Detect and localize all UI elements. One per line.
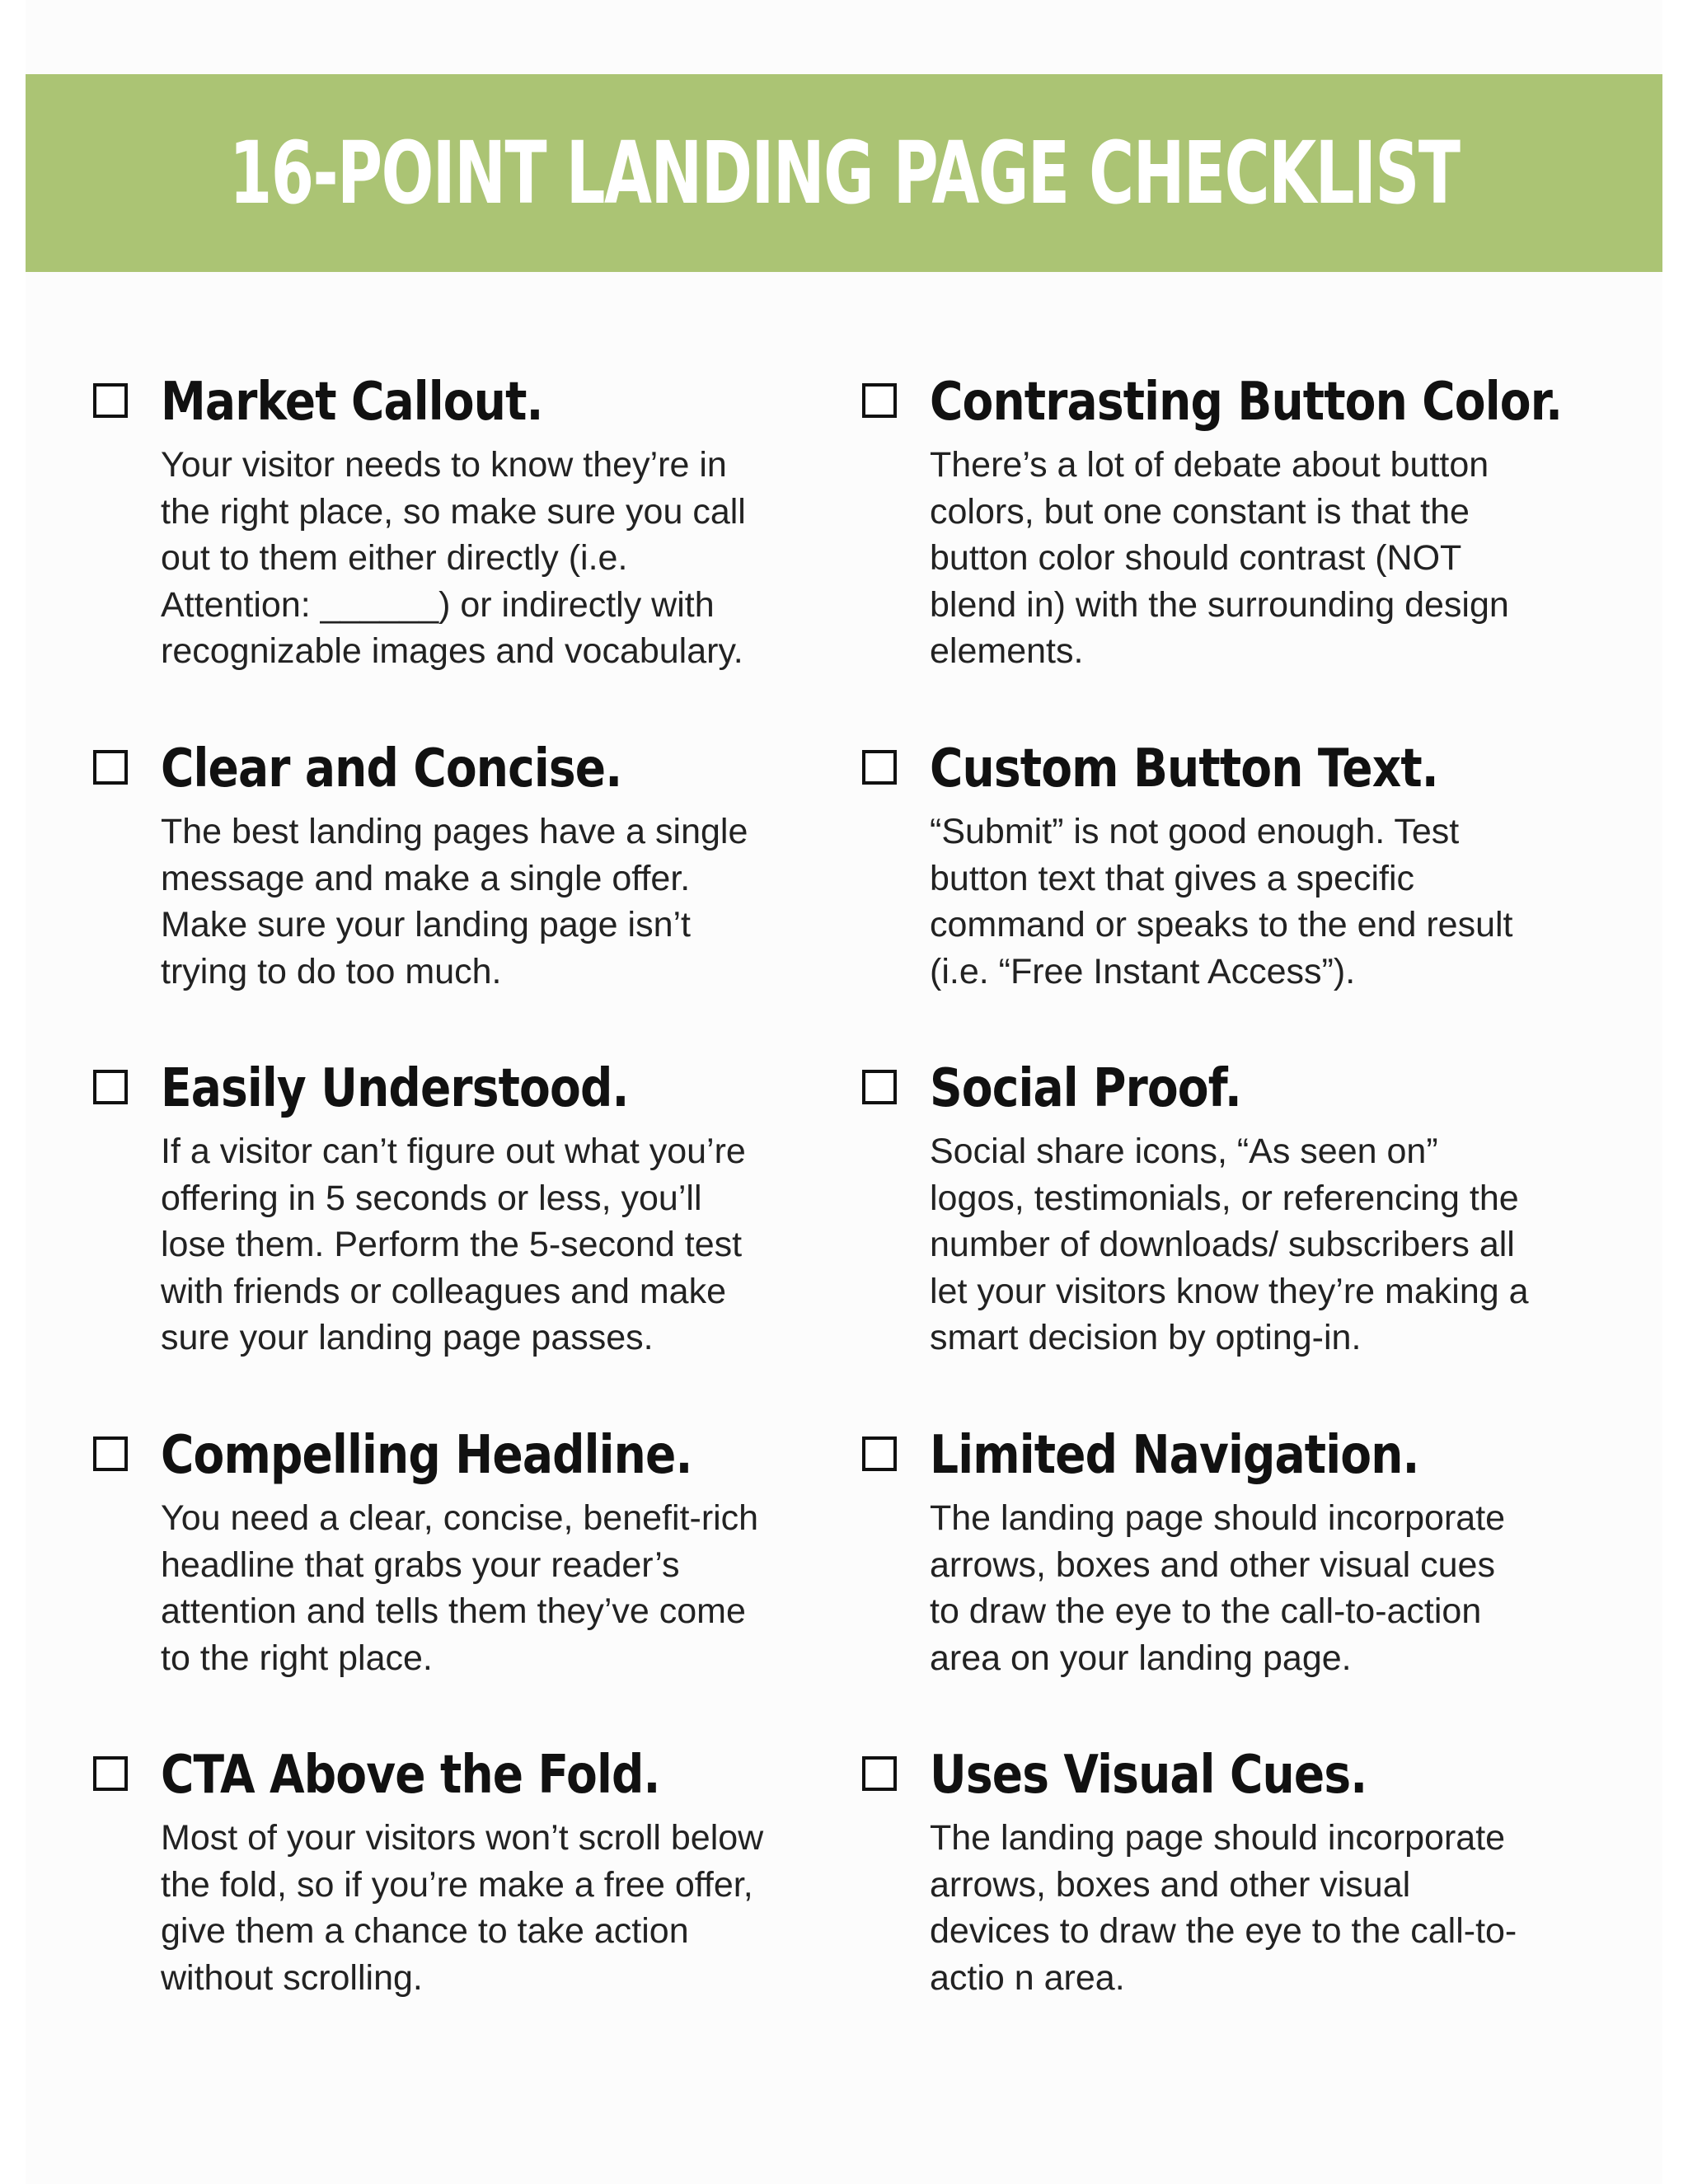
item-title: Custom Button Text.	[930, 738, 1438, 799]
checkbox[interactable]	[862, 1436, 897, 1471]
item-title: Limited Navigation.	[930, 1425, 1419, 1486]
checkbox[interactable]	[93, 1070, 128, 1104]
item-title: CTA Above the Fold.	[161, 1745, 660, 1806]
header-banner	[26, 74, 1662, 272]
item-description: The best landing pages have a single message and make a single offer. Make sure your landing page isn’t trying to do too much.	[161, 812, 748, 991]
item-title: Easily Understood.	[161, 1058, 629, 1119]
item-title: Clear and Concise.	[161, 738, 622, 799]
checkbox[interactable]	[862, 1756, 897, 1791]
checkbox[interactable]	[93, 1436, 128, 1471]
item-title: Market Callout.	[161, 372, 543, 433]
item-description: Social share icons, “As seen on” logos, testimonials, or referencing the number of downloads/ subscribers all let your visitors know they’re making a smart decision by opting-in.	[930, 1132, 1529, 1357]
item-description: Most of your visitors won’t scroll below the fold, so if you’re make a free offer, give them a chance to take action without scrolling.	[161, 1818, 764, 1998]
item-description: If a visitor can’t figure out what you’re offering in 5 seconds or less, you’ll lose them. Perform the 5-second test with friends or colleagues and make sure your landing page passes.	[161, 1132, 746, 1357]
item-title: Social Proof.	[930, 1058, 1241, 1119]
item-description: Your visitor needs to know they’re in the right place, so make sure you call out to them either directly (i.e. Attention: ______) or indirectly with recognizable images and vocabulary.	[161, 445, 746, 671]
checkbox[interactable]	[862, 750, 897, 785]
checkbox[interactable]	[93, 383, 128, 418]
item-description: There’s a lot of debate about button colors, but one constant is that the button color should contrast (NOT blend in) with the surrounding design elements.	[930, 445, 1509, 671]
item-title: Uses Visual Cues.	[930, 1745, 1367, 1806]
item-title: Compelling Headline.	[161, 1425, 692, 1486]
item-description: “Submit” is not good enough. Test button text that gives a specific command or speaks to the end result (i.e. “Free Instant Access”).	[930, 812, 1513, 991]
item-description: You need a clear, concise, benefit-rich headline that grabs your reader’s attention and tells them they’ve come to the right place.	[161, 1498, 759, 1678]
checkbox[interactable]	[862, 383, 897, 418]
checkbox[interactable]	[862, 1070, 897, 1104]
checkbox[interactable]	[93, 750, 128, 785]
page-title: 16-POINT LANDING PAGE CHECKLIST	[228, 123, 1460, 223]
item-description: The landing page should incorporate arrows, boxes and other visual cues to draw the eye to the call-to-action area on your landing page.	[930, 1498, 1506, 1678]
item-title: Contrasting Button Color.	[930, 372, 1563, 433]
checkbox[interactable]	[93, 1756, 128, 1791]
item-description: The landing page should incorporate arrows, boxes and other visual devices to draw the eye to the call-to- actio n area.	[930, 1818, 1517, 1998]
